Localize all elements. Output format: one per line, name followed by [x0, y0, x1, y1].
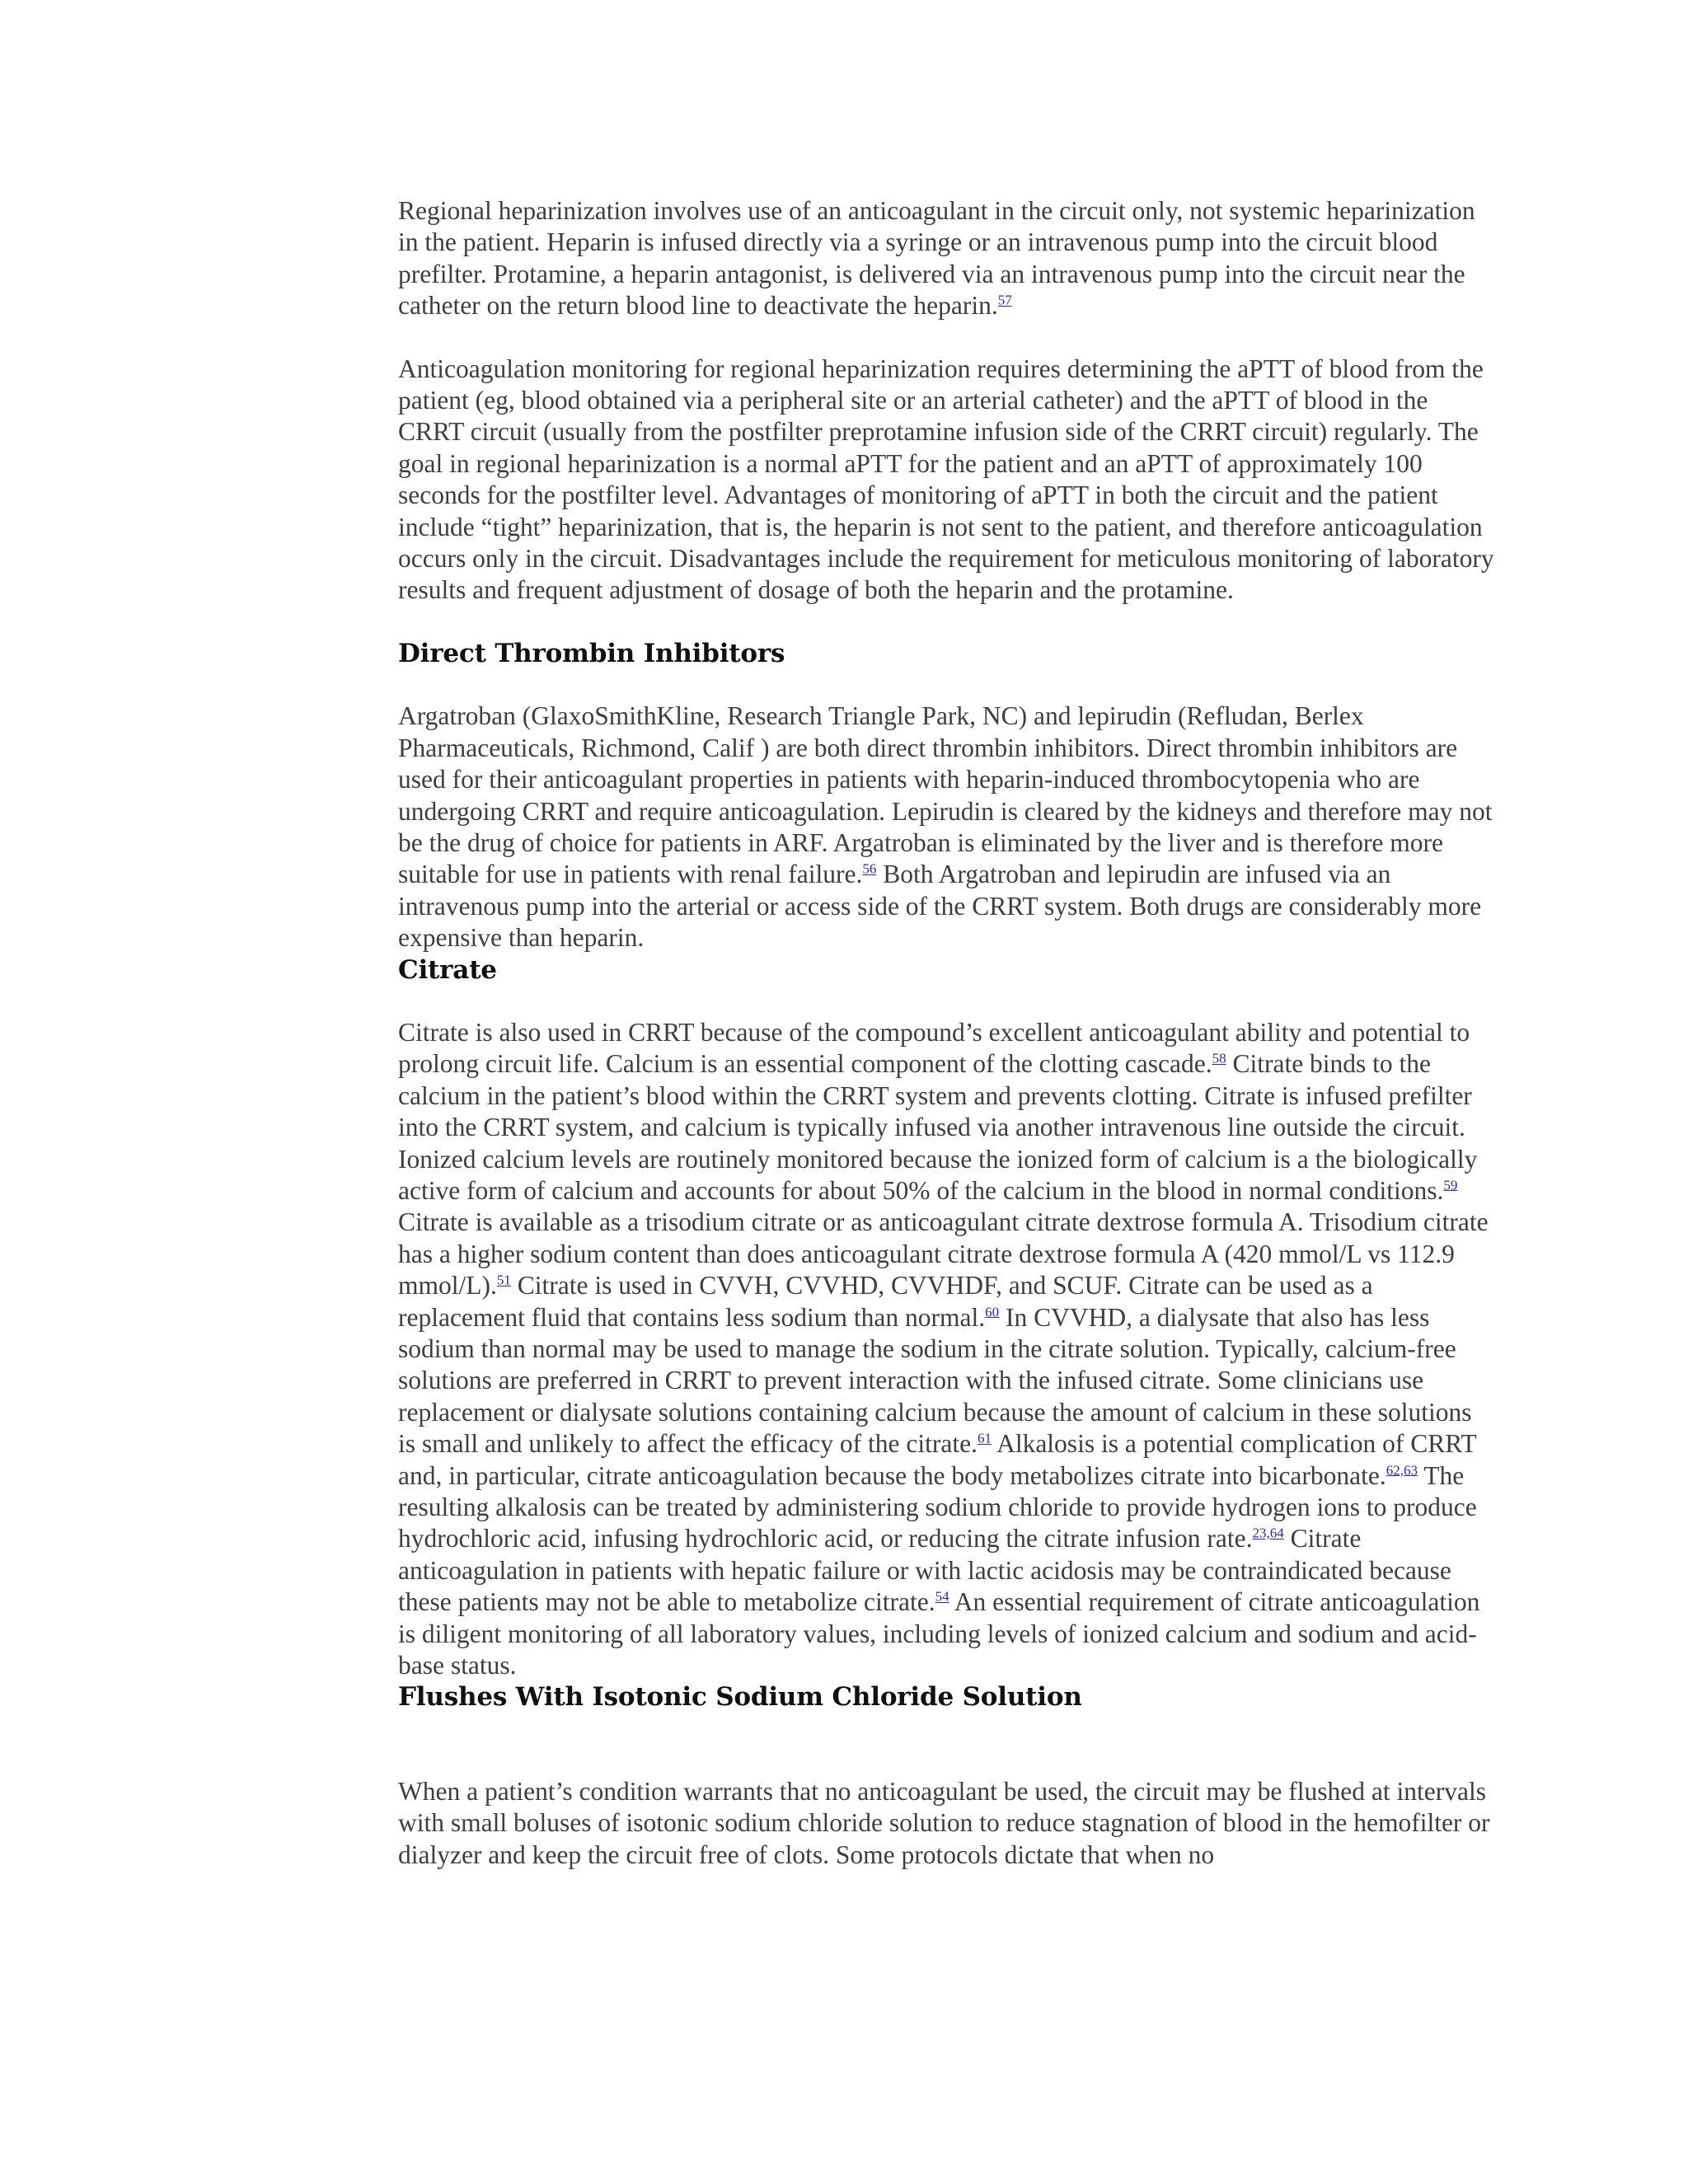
- citrate-paragraph-1: [398, 1017, 1494, 1207]
- paragraph-text: Citrate is used in CVVH, CVVHD, CVVHDF, and SCUF. Citrate can be used as a replacement fluid that contains less sodium than normal.: [398, 1271, 1373, 1332]
- citation-link[interactable]: 62,63: [1386, 1462, 1418, 1479]
- heading-citrate: Citrate: [398, 954, 497, 985]
- heading-flushes-isotonic-sodium-chloride: Flushes With Isotonic Sodium Chloride Solution: [398, 1682, 1082, 1713]
- anticoagulation-monitoring-paragraph: Anticoagulation monitoring for regional heparinization requires determining the aPTT of blood from the patient (eg, blood obtained via a peripheral site or an arterial catheter) and the aPTT of blood in the CRRT circuit (usually from the postfilter preprotamine infusion side of the CRRT circuit) regularly. The goal in regional heparinization is a normal aPTT for the patient and an aPTT of approximately 100 seconds for the postfilter level. Advantages of monitoring of aPTT in both the circuit and the patient include “tight” heparinization, that is, the heparin is not sent to the patient, and therefore anticoagulation occurs only in the circuit. Disadvantages include the requirement for meticulous monitoring of laboratory results and frequent adjustment of dosage of both the heparin and the protamine.: [398, 354, 1494, 605]
- citation-link[interactable]: 57: [997, 292, 1012, 308]
- paragraph-text: The resulting alkalosis can be treated by administering sodium chloride to provide hydrogen ions to produce hydrochloric acid, infusing hydrochloric acid, or reducing the citrate infusion rate.: [398, 1460, 1477, 1554]
- regional-heparinization-paragraph: [398, 195, 1494, 322]
- citation-link[interactable]: 60: [985, 1304, 1000, 1320]
- citation-link[interactable]: 58: [1212, 1050, 1226, 1066]
- heading-direct-thrombin-inhibitors: Direct Thrombin Inhibitors: [398, 638, 785, 668]
- article-body: [398, 195, 1494, 1871]
- paragraph-text: Citrate anticoagulation in patients with hepatic failure or with lactic acidosis may be contraindicated because these patients may not be able to metabolize citrate.: [398, 1524, 1451, 1617]
- citation-link[interactable]: 61: [977, 1430, 992, 1446]
- paragraph-text: Regional heparinization involves use of an anticoagulant in the circuit only, not systemic heparinization in the patient. Heparin is infused directly via a syringe or an intravenous pump into the circuit blood prefilter. Protamine, a heparin antagonist, is delivered via an intravenous pump into the circuit near the catheter on the return blood line to deactivate the heparin.: [398, 196, 1475, 321]
- citation-link[interactable]: 23,64: [1252, 1525, 1284, 1541]
- citrate-paragraph-2: [398, 1207, 1494, 1681]
- citation-link[interactable]: 51: [496, 1272, 511, 1288]
- citation-link[interactable]: 56: [862, 860, 877, 877]
- paragraph-text: Alkalosis is a potential complication of CRRT and, in particular, citrate anticoagulation because the body metabolizes citrate into bicarbonate.: [398, 1429, 1477, 1490]
- paragraph-text: Both Argatroban and lepirudin are infused via an intravenous pump into the arterial or access side of the CRRT system. Both drugs are considerably more expensive than heparin.: [398, 860, 1482, 953]
- direct-thrombin-inhibitors-paragraph: [398, 701, 1494, 954]
- paragraph-text: Citrate is available as a trisodium citrate or as anticoagulant citrate dextrose formula A. Trisodium citrate has a higher sodium content than does anticoagulant citrate dextrose formula A (420 mmol/L vs 112.9 mmol/L).: [398, 1207, 1489, 1301]
- flushes-paragraph: When a patient’s condition warrants that no anticoagulant be used, the circuit may be flushed at intervals with small boluses of isotonic sodium chloride solution to reduce stagnation of blood in the hemofilter or dialyzer and keep the circuit free of clots. Some protocols dictate that when no: [398, 1776, 1490, 1869]
- paragraph-text: Citrate is also used in CRRT because of the compound’s excellent anticoagulant ability and potential to prolong circuit life. Calcium is an essential component of the clotting cascade.: [398, 1017, 1470, 1079]
- citation-link[interactable]: 54: [935, 1588, 950, 1605]
- paragraph-text: Argatroban (GlaxoSmithKline, Research Triangle Park, NC) and lepirudin (Refludan, Berlex Pharmaceuticals, Richmond, Calif ) are both direct thrombin inhibitors. Direct thrombin inhibitors are used for their anticoagulant properties in patients with heparin-induced thrombocytopenia who are undergoing CRRT and require anticoagulation. Lepirudin is cleared by the kidneys and therefore may not be the drug of choice for patients in ARF. Argatroban is eliminated by the liver and is therefore more suitable for use in patients with renal failure.: [398, 701, 1493, 889]
- paragraph-text: In CVVHD, a dialysate that also has less sodium than normal may be used to manage the sodium in the citrate solution. Typically, calcium-free solutions are preferred in CRRT to prevent interaction with the infused citrate. Some clinicians use replacement or dialysate solutions containing calcium because the amount of calcium in these solutions is small and unlikely to affect the efficacy of the citrate.: [398, 1302, 1472, 1459]
- paragraph-text: An essential requirement of citrate anticoagulation is diligent monitoring of all laboratory values, including levels of ionized calcium and sodium and acid-base status.: [398, 1587, 1480, 1680]
- citation-link[interactable]: 59: [1443, 1177, 1458, 1193]
- paragraph-text: Citrate binds to the calcium in the patient’s blood within the CRRT system and prevents clotting. Citrate is infused prefilter into the CRRT system, and calcium is typically infused via another intravenous line outside the circuit. Ionized calcium levels are routinely monitored because the ionized form of calcium is a the biologically active form of calcium and accounts for about 50% of the calcium in the blood in normal conditions.: [398, 1049, 1478, 1205]
